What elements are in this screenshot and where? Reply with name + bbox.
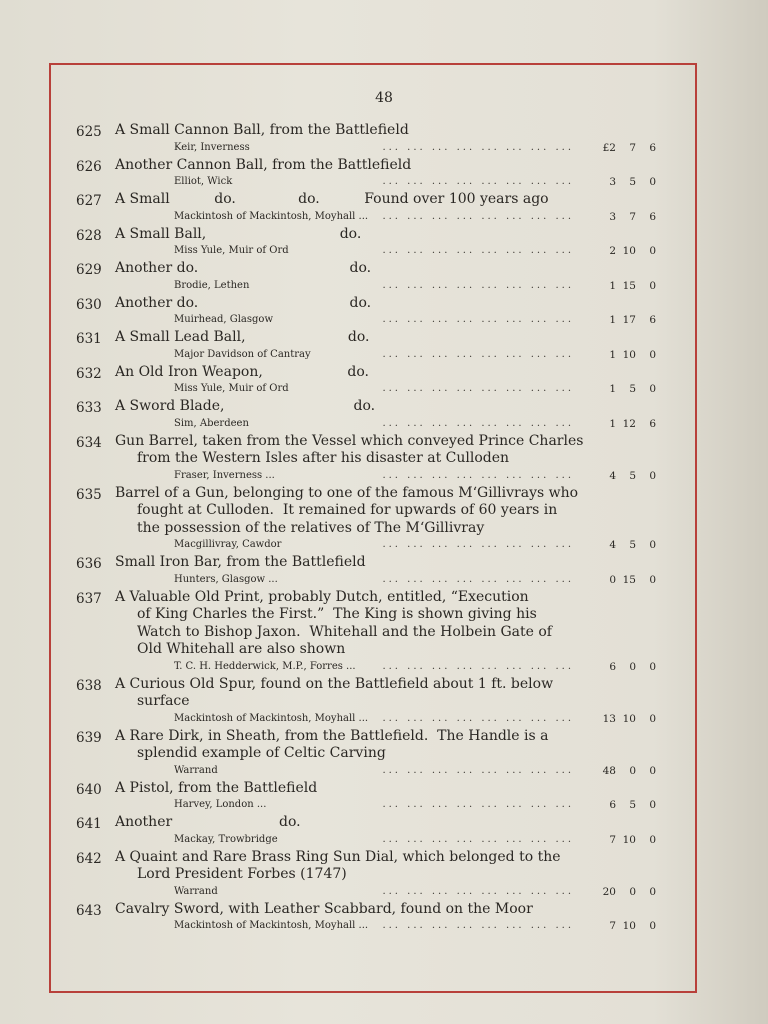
description-line: A Rare Dirk, in Sheath, from the Battlefield. The Handle is a (115, 727, 549, 744)
catalogue-entry (76, 676, 656, 727)
pounds: 13 (602, 712, 616, 725)
pounds: 0 (609, 573, 616, 586)
shillings: 10 (622, 245, 636, 257)
lot-number: 628 (76, 227, 102, 244)
lot-number: 638 (76, 677, 102, 694)
lot-number: 639 (76, 729, 102, 746)
description-line: Another Cannon Ball, from the Battlefield (115, 156, 412, 173)
catalogue-entry (76, 191, 656, 225)
lot-description (115, 329, 656, 347)
lender-row (174, 918, 656, 934)
valuation (578, 347, 656, 363)
shillings: 10 (622, 833, 636, 846)
dot-leader: ... ... ... ... ... ... ... ... (382, 539, 574, 550)
lender-row (174, 537, 656, 553)
lender-name: Muirhead, Glasgow (174, 314, 273, 325)
description-line: Another do. do. (115, 294, 372, 311)
pence: 0 (649, 383, 656, 395)
lender-row (174, 381, 656, 397)
lender-row (174, 832, 656, 848)
valuation (578, 209, 656, 225)
catalogue-entry (76, 901, 656, 935)
lot-description (115, 295, 656, 313)
lot-number: 631 (76, 331, 102, 347)
description-line: A Small Ball, do. (115, 225, 362, 242)
lender-name: Harvey, London ... (174, 799, 267, 810)
pence: 0 (649, 176, 656, 188)
valuation (578, 763, 656, 779)
lot-number: 633 (76, 400, 102, 416)
pence: 0 (649, 712, 656, 725)
pence: 0 (649, 573, 656, 586)
shillings: 5 (629, 176, 636, 188)
lender-name: Mackintosh of Mackintosh, Moyhall ... (174, 210, 369, 222)
dot-leader: ... ... ... ... ... ... ... ... (382, 764, 574, 776)
lot-description (115, 554, 656, 572)
lender-row (174, 278, 656, 294)
description-line: A Small Lead Ball, do. (115, 329, 370, 345)
catalogue-entry (76, 589, 656, 675)
lender-row (174, 797, 656, 813)
lender-row (174, 312, 656, 328)
shillings: 10 (622, 348, 636, 361)
lot-description (115, 780, 656, 798)
dot-leader: ... ... ... ... ... ... ... ... (382, 833, 574, 845)
lender-row (174, 416, 656, 432)
catalogue-entry (76, 398, 656, 432)
pounds: 1 (609, 279, 616, 292)
pence: 6 (649, 210, 656, 223)
page-number: 48 (375, 90, 393, 106)
pounds: £2 (602, 141, 616, 154)
dot-leader: ... ... ... ... ... ... ... ... (382, 279, 574, 291)
lot-number: 626 (76, 158, 102, 175)
lot-description (115, 676, 656, 711)
pounds: 7 (609, 920, 616, 932)
lender-name: Sim, Aberdeen (174, 417, 249, 429)
shillings: 0 (629, 885, 636, 898)
lot-description (115, 728, 656, 763)
description-line: Small Iron Bar, from the Battlefield (115, 554, 366, 570)
valuation (578, 832, 656, 848)
lender-name: Elliot, Wick (174, 176, 233, 187)
valuation (578, 918, 656, 934)
lender-name: Warrand (174, 764, 218, 776)
shillings: 12 (622, 417, 636, 430)
pounds: 4 (609, 469, 616, 482)
description-line: fought at Culloden. It remained for upwards of 60 years in (137, 502, 558, 518)
catalogue-entry (76, 260, 656, 294)
lot-number: 635 (76, 486, 102, 503)
lot-number: 640 (76, 781, 102, 798)
lender-name: Macgillivray, Cawdor (174, 539, 282, 550)
valuation (578, 278, 656, 294)
description-line: A Small do. do. Found over 100 years ago (115, 191, 549, 207)
lot-number: 642 (76, 850, 102, 867)
lender-row (174, 174, 656, 190)
lender-name: Fraser, Inverness ... (174, 469, 275, 481)
valuation (578, 468, 656, 484)
pounds: 2 (609, 245, 616, 257)
lot-description (115, 589, 656, 659)
catalogue-entry (76, 814, 656, 848)
lender-name: Mackintosh of Mackintosh, Moyhall ... (174, 920, 369, 931)
description-line: Barrel of a Gun, belonging to one of the famous M‘Gillivrays who (115, 484, 579, 501)
catalogue-entry (76, 364, 656, 398)
pence: 0 (649, 539, 656, 551)
description-line: the possession of the relatives of The M‘Gillivray (137, 519, 485, 536)
lender-name: Miss Yule, Muir of Ord (174, 383, 289, 394)
catalogue-entry (76, 226, 656, 260)
lender-name: Mackintosh of Mackintosh, Moyhall ... (174, 712, 369, 724)
catalogue-entry (76, 849, 656, 900)
description-line: from the Western Isles after his disaster at Culloden (137, 450, 510, 466)
shillings: 10 (622, 920, 636, 932)
description-line: A Valuable Old Print, probably Dutch, entitled, “Execution (115, 588, 529, 605)
lot-number: 634 (76, 434, 102, 451)
dot-leader: ... ... ... ... ... ... ... ... (382, 314, 574, 325)
lot-description (115, 260, 656, 278)
valuation (578, 797, 656, 813)
lender-row (174, 468, 656, 484)
lender-name: Miss Yule, Muir of Ord (174, 245, 289, 256)
lender-row (174, 140, 656, 156)
lender-row (174, 243, 656, 259)
valuation (578, 140, 656, 156)
pounds: 6 (609, 799, 616, 811)
lot-number: 637 (76, 590, 102, 607)
shillings: 15 (622, 279, 636, 292)
pounds: 3 (609, 210, 616, 223)
description-line: A Small Cannon Ball, from the Battlefield (115, 122, 409, 138)
pounds: 3 (609, 176, 616, 188)
lender-row (174, 763, 656, 779)
pounds: 4 (609, 539, 616, 551)
pence: 0 (649, 348, 656, 361)
description-line: A Sword Blade, do. (115, 398, 376, 414)
lender-name: Mackay, Trowbridge (174, 833, 278, 845)
description-line: surface (137, 693, 190, 709)
dot-leader: ... ... ... ... ... ... ... ... (382, 176, 574, 187)
valuation (578, 572, 656, 588)
lot-description (115, 433, 656, 468)
pounds: 1 (609, 383, 616, 395)
shillings: 5 (629, 469, 636, 482)
description-line: Another do. do. (115, 260, 372, 276)
description-line: A Quaint and Rare Brass Ring Sun Dial, which belonged to the (115, 848, 561, 865)
lender-row (174, 572, 656, 588)
valuation (578, 381, 656, 397)
catalogue-entry (76, 122, 656, 156)
lender-row (174, 884, 656, 900)
description-line: splendid example of Celtic Carving (137, 745, 386, 761)
pence: 6 (649, 141, 656, 154)
dot-leader: ... ... ... ... ... ... ... ... (382, 660, 574, 672)
lot-description (115, 364, 656, 382)
lot-description (115, 485, 656, 538)
dot-leader: ... ... ... ... ... ... ... ... (382, 885, 574, 897)
description-line: Watch to Bishop Jaxon. Whitehall and the Holbein Gate of (137, 623, 552, 640)
pounds: 1 (609, 348, 616, 361)
dot-leader: ... ... ... ... ... ... ... ... (382, 799, 574, 810)
valuation (578, 243, 656, 259)
pence: 0 (649, 885, 656, 898)
lender-row (174, 209, 656, 225)
lot-number: 643 (76, 902, 102, 919)
dot-leader: ... ... ... ... ... ... ... ... (382, 348, 574, 360)
lender-row (174, 711, 656, 727)
shillings: 0 (629, 660, 636, 673)
lender-name: T. C. H. Hedderwick, M.P., Forres ... (174, 660, 356, 672)
description-line: An Old Iron Weapon, do. (115, 363, 369, 380)
catalogue-entry (76, 433, 656, 484)
pounds: 1 (609, 417, 616, 430)
valuation (578, 174, 656, 190)
lot-description (115, 157, 656, 175)
lender-name: Warrand (174, 885, 218, 897)
shillings: 0 (629, 764, 636, 777)
valuation (578, 537, 656, 553)
pence: 0 (649, 833, 656, 846)
shillings: 15 (622, 573, 636, 586)
catalogue-entry (76, 780, 656, 814)
pounds: 20 (602, 885, 616, 898)
catalogue-entry (76, 485, 656, 554)
lender-name: Hunters, Glasgow ... (174, 573, 278, 585)
description-line: of King Charles the First.” The King is shown giving his (137, 606, 537, 622)
pence: 0 (649, 799, 656, 811)
shillings: 5 (629, 799, 636, 811)
description-line: Gun Barrel, taken from the Vessel which conveyed Prince Charles (115, 432, 584, 449)
dot-leader: ... ... ... ... ... ... ... ... (382, 383, 574, 394)
lot-description (115, 814, 656, 832)
valuation (578, 711, 656, 727)
pence: 0 (649, 660, 656, 673)
lot-description (115, 226, 656, 244)
description-line: A Curious Old Spur, found on the Battlefield about 1 ft. below (115, 675, 554, 692)
pence: 0 (649, 469, 656, 482)
description-line: Cavalry Sword, with Leather Scabbard, found on the Moor (115, 900, 533, 917)
catalogue-entry (76, 295, 656, 329)
pounds: 6 (609, 660, 616, 673)
shillings: 5 (629, 383, 636, 395)
lender-row (174, 347, 656, 363)
lot-number: 636 (76, 556, 102, 572)
pence: 0 (649, 764, 656, 777)
dot-leader: ... ... ... ... ... ... ... ... (382, 469, 574, 481)
lot-description (115, 122, 656, 140)
shillings: 7 (629, 210, 636, 223)
pence: 0 (649, 245, 656, 257)
lot-number: 632 (76, 365, 102, 382)
lot-description (115, 849, 656, 884)
catalogue-entry (76, 728, 656, 779)
description-line: A Pistol, from the Battlefield (115, 779, 318, 796)
valuation (578, 416, 656, 432)
pence: 0 (649, 920, 656, 932)
pence: 0 (649, 279, 656, 292)
shillings: 10 (622, 712, 636, 725)
lot-description (115, 901, 656, 919)
lender-row (174, 659, 656, 675)
lender-name: Major Davidson of Cantray (174, 348, 311, 360)
valuation (578, 659, 656, 675)
dot-leader: ... ... ... ... ... ... ... ... (382, 712, 574, 724)
pounds: 7 (609, 833, 616, 846)
shillings: 5 (629, 539, 636, 551)
lot-description (115, 191, 656, 209)
pounds: 48 (602, 764, 616, 777)
dot-leader: ... ... ... ... ... ... ... ... (382, 573, 574, 585)
dot-leader: ... ... ... ... ... ... ... ... (382, 417, 574, 429)
valuation (578, 884, 656, 900)
description-line: Old Whitehall are also shown (137, 641, 346, 657)
dot-leader: ... ... ... ... ... ... ... ... (382, 210, 574, 222)
description-line: Lord President Forbes (1747) (137, 866, 347, 882)
lot-number: 625 (76, 124, 102, 140)
dot-leader: ... ... ... ... ... ... ... ... (382, 245, 574, 256)
catalogue-entry (76, 554, 656, 588)
dot-leader: ... ... ... ... ... ... ... ... (382, 141, 574, 153)
valuation (578, 312, 656, 328)
dot-leader: ... ... ... ... ... ... ... ... (382, 920, 574, 931)
lender-name: Brodie, Lethen (174, 279, 250, 291)
lender-name: Keir, Inverness (174, 141, 250, 153)
pence: 6 (649, 417, 656, 430)
entry-list (76, 122, 656, 935)
lot-number: 641 (76, 816, 102, 832)
shillings: 17 (622, 314, 636, 326)
catalogue-entry (76, 329, 656, 363)
description-line: Another do. (115, 814, 301, 830)
lot-description (115, 398, 656, 416)
pounds: 1 (609, 314, 616, 326)
lot-number: 627 (76, 193, 102, 209)
catalogue-entry (76, 157, 656, 191)
pence: 6 (649, 314, 656, 326)
lot-number: 629 (76, 262, 102, 278)
lot-number: 630 (76, 296, 102, 313)
shillings: 7 (629, 141, 636, 154)
